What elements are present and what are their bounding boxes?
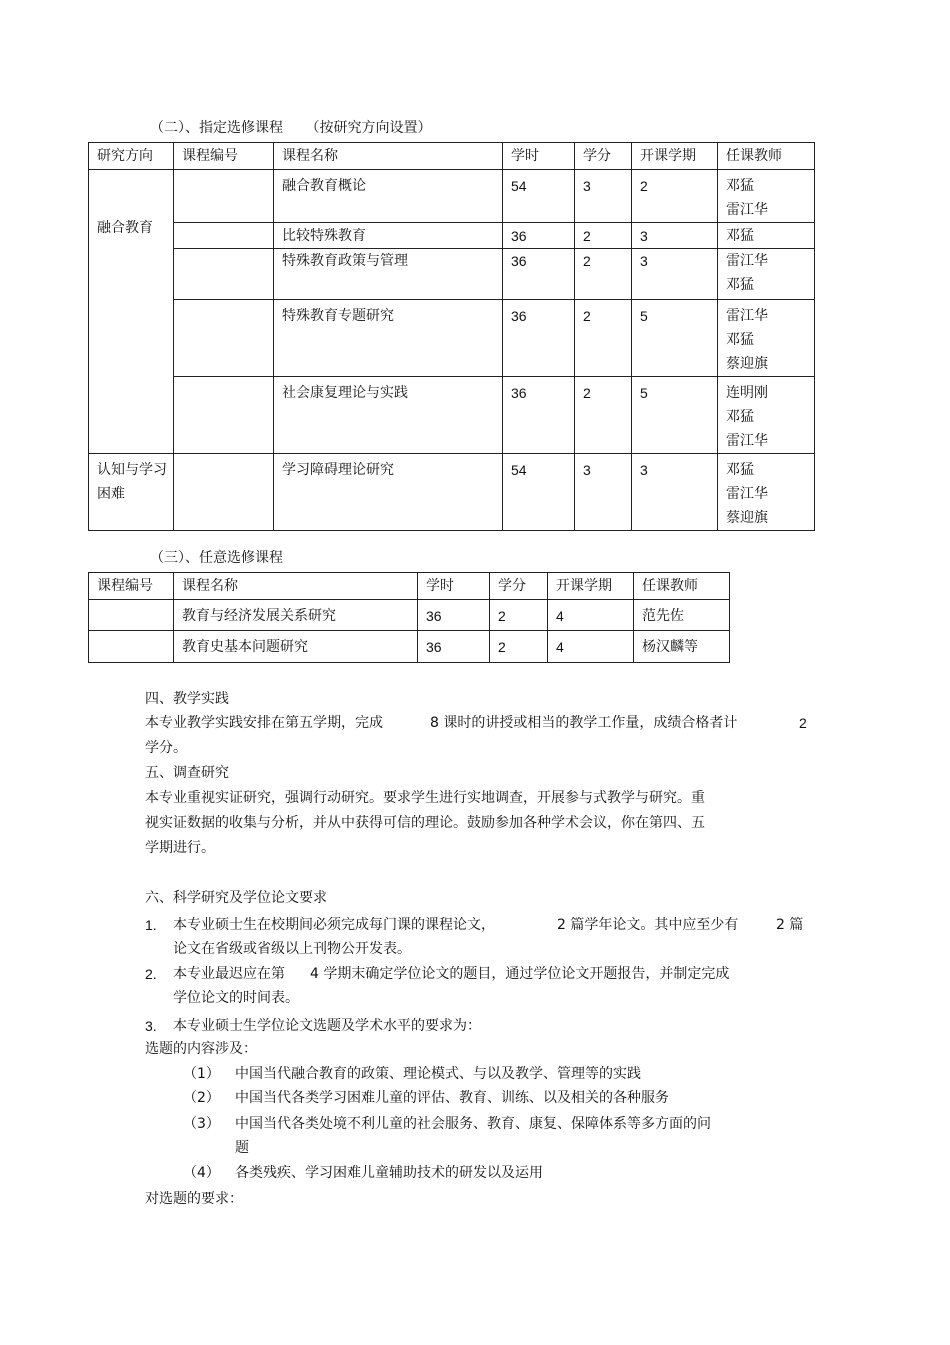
topic-number: （2）: [183, 1090, 220, 1106]
table-row: [89, 170, 815, 223]
teachers-cell: [718, 454, 815, 531]
credits-cell: 2: [575, 300, 632, 377]
table-row: [89, 300, 815, 377]
section5-line: 本专业重视实证研究，强调行动研究。要求学生进行实地调查，开展参与式教学与研究。重: [145, 790, 705, 806]
teachers-cell: [718, 249, 815, 300]
direction-label: 认知与学习困难: [97, 462, 167, 502]
optional-course-table: [88, 572, 730, 663]
topic-number: （3）: [183, 1116, 220, 1132]
course-code-cell: [174, 170, 274, 223]
credits-cell: 3: [575, 170, 632, 223]
term-cell: 3: [632, 454, 718, 531]
topic-text-continued: 题: [235, 1140, 249, 1156]
item2-number: 2.: [145, 966, 157, 982]
header-cell: 课程名称: [174, 573, 418, 600]
section4-text-line2: 学分。: [145, 740, 187, 756]
item3-text: 本专业硕士生学位论文选题及学术水平的要求为：: [173, 1018, 481, 1034]
section3-title: （三）、任意选修课程: [150, 550, 283, 566]
header-cell: 课程编号: [174, 143, 274, 170]
teachers-cell: [718, 377, 815, 454]
item1-number: 1.: [145, 917, 157, 933]
requirements-label: 对选题的要求：: [145, 1191, 243, 1207]
teacher-name: 邓猛: [726, 228, 754, 244]
topic-text: 中国当代各类处境不利儿童的社会服务、教育、康复、保障体系等多方面的问: [235, 1116, 711, 1132]
section2-note: （按研究方向设置）: [305, 120, 432, 136]
table-row: [89, 600, 730, 631]
elective-course-table: [88, 142, 815, 531]
header-cell: 学时: [418, 573, 490, 600]
section6-title: 六、科学研究及学位论文要求: [145, 890, 327, 906]
direction-cell: [89, 170, 174, 454]
hours-cell: 36: [503, 300, 575, 377]
teacher-name: 邓猛: [726, 462, 754, 478]
course-name-cell: 教育史基本问题研究: [174, 631, 418, 663]
term-cell: 2: [632, 170, 718, 223]
item2-text-b: 4 学期末确定学位论文的题目，通过学位论文开题报告，并制定完成: [310, 966, 730, 982]
teacher-name: 邓猛: [726, 332, 754, 348]
header-cell: 学分: [575, 143, 632, 170]
teacher-name: 蔡迎旗: [726, 356, 768, 372]
table-row: [89, 631, 730, 663]
hours-cell: 36: [503, 223, 575, 249]
course-name-cell: 教育与经济发展关系研究: [174, 600, 418, 631]
topic-text: 中国当代各类学习困难儿童的评估、教育、训练、以及相关的各种服务: [235, 1090, 669, 1106]
term-cell: 5: [632, 377, 718, 454]
topics-label: 选题的内容涉及：: [145, 1041, 257, 1057]
teacher-name: 邓猛: [726, 409, 754, 425]
course-name-cell: 特殊教育政策与管理: [274, 249, 503, 300]
teacher-name: 雷江华: [726, 308, 768, 324]
section2-title-text: （二）、指定选修课程: [150, 120, 283, 136]
hours-cell: 36: [418, 600, 490, 631]
section5-line: 视实证数据的收集与分析，并从中获得可信的理论。鼓励参加各种学术会议，你在第四、五: [145, 815, 705, 831]
header-cell: 学分: [490, 573, 548, 600]
section4-text-line1b: 8 课时的讲授或相当的教学工作量，成绩合格者计: [430, 715, 738, 731]
course-name-cell: 社会康复理论与实践: [274, 377, 503, 454]
header-cell: 任课教师: [634, 573, 730, 600]
topic-text: 中国当代融合教育的政策、理论模式、与以及教学、管理等的实践: [235, 1066, 641, 1082]
credits-cell: 2: [575, 223, 632, 249]
header-cell: 课程编号: [89, 573, 174, 600]
teachers-cell: [718, 223, 815, 249]
teacher-name: 雷江华: [726, 433, 768, 449]
course-name-cell: 学习障碍理论研究: [274, 454, 503, 531]
item1-text-line2: 论文在省级或省级以上刊物公开发表。: [173, 941, 411, 957]
section5-line: 学期进行。: [145, 840, 215, 856]
hours-cell: 36: [503, 249, 575, 300]
item3-number: 3.: [145, 1018, 157, 1034]
header-cell: 任课教师: [718, 143, 815, 170]
hours-cell: 54: [503, 170, 575, 223]
item1-text-c: 2 篇: [776, 917, 804, 933]
hours-cell: 36: [418, 631, 490, 663]
term-cell: 4: [548, 600, 634, 631]
teachers-cell: [718, 170, 815, 223]
teacher-name: 蔡迎旗: [726, 510, 768, 526]
hours-cell: 36: [503, 377, 575, 454]
topic-number: （1）: [183, 1066, 220, 1082]
teachers-cell: [718, 300, 815, 377]
term-cell: 5: [632, 300, 718, 377]
course-code-cell: [174, 249, 274, 300]
table-row: [89, 249, 815, 300]
direction-cell: [89, 454, 174, 531]
section4-text-line1a: 本专业教学实践安排在第五学期，完成: [145, 715, 383, 731]
table-header-row: [89, 573, 730, 600]
teacher-name: 雷江华: [726, 202, 768, 218]
term-cell: 3: [632, 223, 718, 249]
course-name-cell: 融合教育概论: [274, 170, 503, 223]
teachers-cell: 范先佐: [634, 600, 730, 631]
credits-cell: 3: [575, 454, 632, 531]
item1-text-b: 2 篇学年论文。其中应至少有: [557, 917, 739, 933]
course-name-cell: 比较特殊教育: [274, 223, 503, 249]
section4-title: 四、教学实践: [145, 691, 229, 707]
teacher-name: 邓猛: [726, 277, 754, 293]
credits-cell: 2: [490, 600, 548, 631]
course-code-cell: [89, 600, 174, 631]
table-row: [89, 454, 815, 531]
teacher-name: 连明刚: [726, 385, 768, 401]
item1-text-a: 本专业硕士生在校期间必须完成每门课的课程论文，: [173, 917, 495, 933]
section2-title: [150, 118, 431, 138]
course-code-cell: [174, 377, 274, 454]
credits-cell: 2: [575, 377, 632, 454]
item2-text-line2: 学位论文的时间表。: [173, 990, 299, 1006]
course-code-cell: [174, 454, 274, 531]
course-code-cell: [89, 631, 174, 663]
table-row: [89, 377, 815, 454]
item2-text-a: 本专业最迟应在第: [173, 966, 285, 982]
header-cell: 学时: [503, 143, 575, 170]
teacher-name: 雷江华: [726, 486, 768, 502]
term-cell: 4: [548, 631, 634, 663]
topic-number: （4）: [183, 1165, 220, 1181]
header-cell: 课程名称: [274, 143, 503, 170]
direction-label: 融合教育: [97, 220, 153, 236]
teacher-name: 雷江华: [726, 253, 768, 269]
header-cell: 开课学期: [548, 573, 634, 600]
section5-title: 五、调查研究: [145, 765, 229, 781]
teacher-name: 邓猛: [726, 178, 754, 194]
header-cell: 开课学期: [632, 143, 718, 170]
hours-cell: 54: [503, 454, 575, 531]
topic-text: 各类残疾、学习困难儿童辅助技术的研发以及运用: [235, 1165, 543, 1181]
course-code-cell: [174, 300, 274, 377]
credits-cell: 2: [490, 631, 548, 663]
term-cell: 3: [632, 249, 718, 300]
table-header-row: [89, 143, 815, 170]
header-cell: 研究方向: [89, 143, 174, 170]
table-row: [89, 223, 815, 249]
course-name-cell: 特殊教育专题研究: [274, 300, 503, 377]
section4-text-line1c: 2: [799, 715, 807, 731]
course-code-cell: [174, 223, 274, 249]
credits-cell: 2: [575, 249, 632, 300]
teachers-cell: 杨汉麟等: [634, 631, 730, 663]
